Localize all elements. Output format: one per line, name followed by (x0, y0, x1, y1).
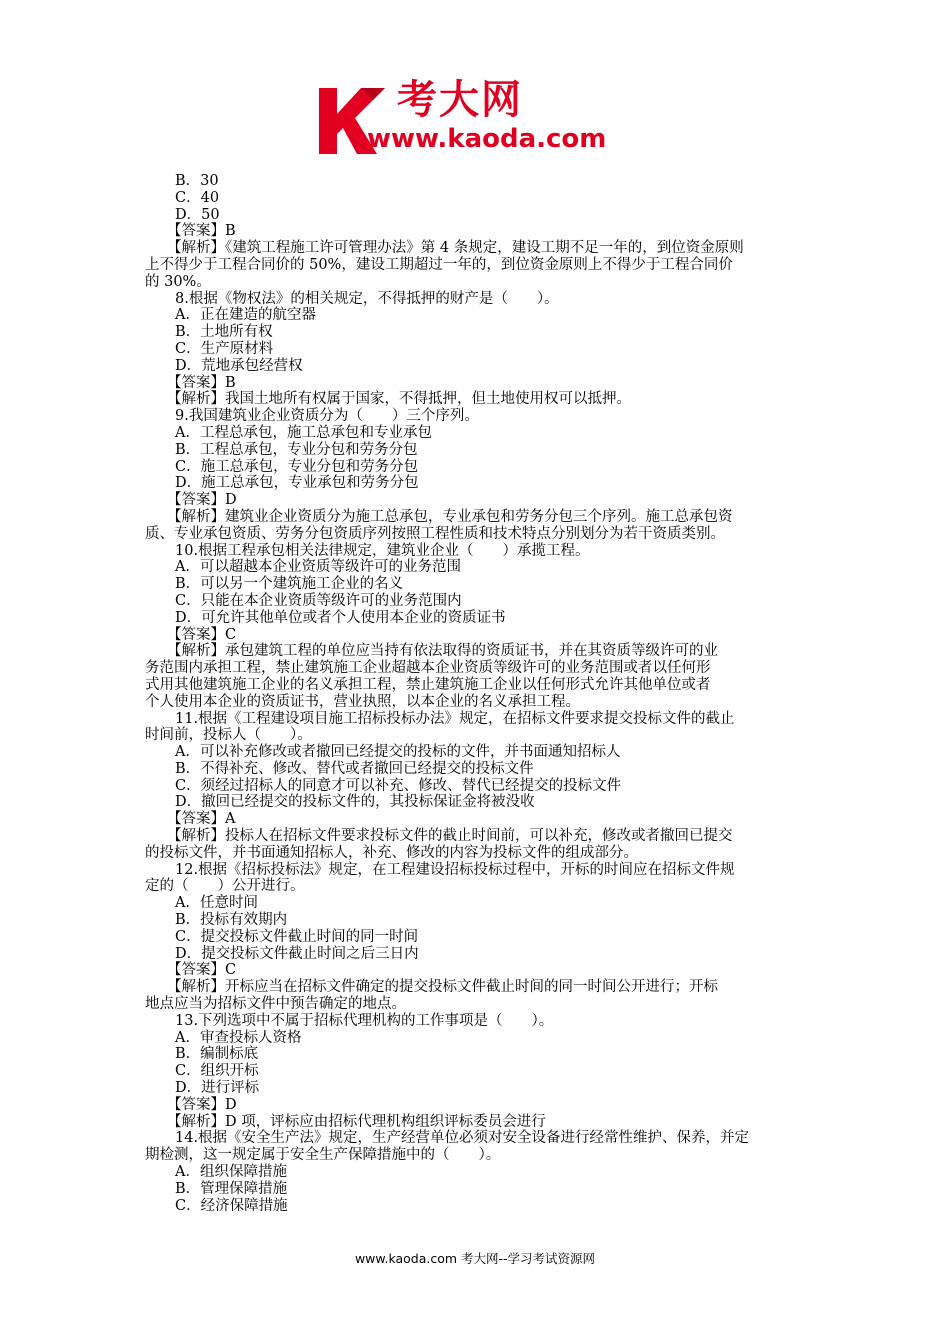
document-line: B．编制标底 (175, 1046, 259, 1063)
site-logo (315, 78, 645, 162)
document-line: D．50 (175, 206, 220, 223)
document-line: A．可以补充修改或者撤回已经提交的投标的文件，并书面通知招标人 (175, 744, 621, 761)
document-line: 【解析】《建筑工程施工许可管理办法》第 4 条规定，建设工期不足一年的，到位资金原则 (167, 240, 744, 257)
document-line: D．撤回已经提交的投标文件的，其投标保证金将被没收 (175, 794, 535, 811)
document-line: 上不得少于工程合同价的 50%，建设工期超过一年的，到位资金原则上不得少于工程合同价 (145, 256, 733, 273)
document-line: 的 30%。 (145, 273, 211, 290)
document-line: 【解析】开标应当在招标文件确定的提交投标文件截止时间的同一时间公开进行；开标 (167, 979, 718, 996)
document-line: 【答案】B (167, 374, 236, 391)
document-line: D．提交投标文件截止时间之后三日内 (175, 945, 419, 962)
document-line: A．可以超越本企业资质等级许可的业务范围 (175, 559, 461, 576)
document-line: 13.下列选项中不属于招标代理机构的工作事项是（ ）。 (175, 1012, 554, 1029)
document-line: 12.根据《招标投标法》规定，在工程建设招标投标过程中，开标的时间应在招标文件规 (175, 861, 735, 878)
document-line: 【答案】C (167, 626, 237, 643)
document-line: A．组织保障措施 (175, 1164, 287, 1181)
document-line: 质、专业承包资质、劳务分包资质序列按照工程性质和技术特点分别划分为若干资质类别。 (145, 525, 725, 542)
document-line: 14.根据《安全生产法》规定，生产经营单位必须对安全设备进行经常性维护、保养，并定 (175, 1130, 750, 1147)
document-line: 式用其他建筑施工企业的名义承担工程，禁止建筑施工企业以任何形式允许其他单位或者 (145, 676, 711, 693)
document-line: A．任意时间 (175, 895, 258, 912)
document-line: 【答案】A (167, 811, 236, 828)
document-line: 期检测，这一规定属于安全生产保障措施中的（ ）。 (145, 1147, 501, 1164)
document-line: B．30 (175, 173, 219, 189)
document-line: 【解析】D 项，评标应由招标代理机构组织评标委员会进行 (167, 1113, 546, 1130)
document-line: 【解析】建筑业企业资质分为施工总承包，专业承包和劳务分包三个序列。施工总承包资 (167, 508, 733, 525)
document-line: 务范围内承担工程，禁止建筑施工企业超越本企业资质等级许可的业务范围或者以任何形 (145, 660, 711, 677)
document-line: 【答案】D (167, 492, 237, 509)
document-line: C．生产原材料 (175, 340, 274, 357)
document-line: D．荒地承包经营权 (175, 357, 303, 374)
document-line: 地点应当为招标文件中预告确定的地点。 (145, 996, 406, 1013)
document-line: B．投标有效期内 (175, 912, 288, 929)
document-line: C．40 (175, 189, 220, 206)
document-line: B．不得补充、修改、替代或者撤回已经提交的投标文件 (175, 760, 534, 777)
document-line: D．施工总承包，专业承包和劳务分包 (175, 475, 419, 492)
document-line: 11.根据《工程建设项目施工招标投标办法》规定，在招标文件要求提交投标文件的截止 (175, 710, 735, 727)
document-line: 【解析】投标人在招标文件要求投标文件的截止时间前，可以补充，修改或者撤回已提交 (167, 828, 733, 845)
document-line: C．组织开标 (175, 1063, 259, 1080)
document-line: B．土地所有权 (175, 324, 273, 341)
document-line: 个人使用本企业的资质证书，营业执照，以本企业的名义承担工程。 (145, 693, 580, 710)
document-line: A．正在建造的航空器 (175, 307, 316, 324)
logo-url-text: www.kaoda.com (367, 124, 607, 154)
document-line: 定的（ ）公开进行。 (145, 878, 305, 895)
document-line: C．只能在本企业资质等级许可的业务范围内 (175, 592, 462, 609)
document-line: C．经济保障措施 (175, 1197, 288, 1214)
document-line: B．可以另一个建筑施工企业的名义 (175, 576, 404, 593)
document-line: A．审查投标人资格 (175, 1029, 302, 1046)
logo-chinese-text: 考大网 (397, 77, 523, 123)
document-line: 8.根据《物权法》的相关规定，不得抵押的财产是（ ）。 (175, 290, 559, 307)
page-footer: www.kaoda.com 考大网--学习考试资源网 (354, 1251, 596, 1266)
document-line: C．提交投标文件截止时间的同一时间 (175, 928, 419, 945)
document-line: 【答案】B (167, 223, 236, 240)
document-line: 10.根据工程承包相关法律规定，建筑业企业（ ）承揽工程。 (175, 542, 590, 559)
document-line: A．工程总承包，施工总承包和专业承包 (175, 424, 432, 441)
document-line: C．施工总承包，专业分包和劳务分包 (175, 458, 419, 475)
document-line: 【答案】C (167, 962, 237, 979)
document-line: D．进行评标 (175, 1080, 260, 1097)
document-line: 【解析】我国土地所有权属于国家，不得抵押，但土地使用权可以抵押。 (167, 391, 631, 408)
document-line: 时间前，投标人（ ）。 (145, 727, 312, 744)
document-line: 的投标文件，并书面通知招标人，补充、修改的内容为投标文件的组成部分。 (145, 844, 638, 861)
document-line: B．工程总承包，专业分包和劳务分包 (175, 441, 418, 458)
document-line: B．管理保障措施 (175, 1180, 288, 1197)
document-line: C．须经过招标人的同意才可以补充、修改、替代已经提交的投标文件 (175, 777, 622, 794)
document-line: 【答案】D (167, 1096, 237, 1113)
document-line: 【解析】承包建筑工程的单位应当持有依法取得的资质证书，并在其资质等级许可的业 (167, 643, 718, 660)
document-line: D．可允许其他单位或者个人使用本企业的资质证书 (175, 609, 506, 626)
document-line: 9.我国建筑业企业资质分为（ ）三个序列。 (175, 408, 479, 425)
document-body (145, 173, 810, 1214)
